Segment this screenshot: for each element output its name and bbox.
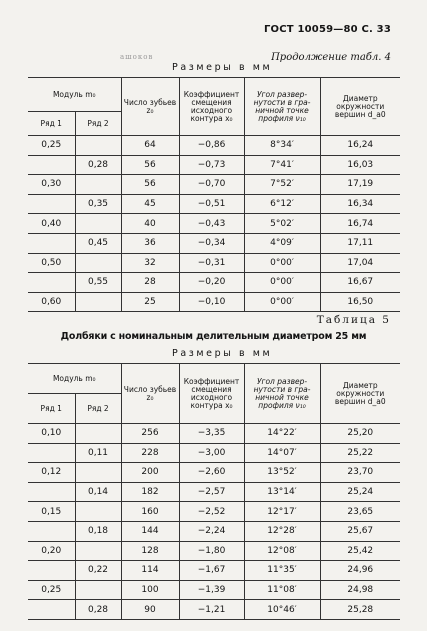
table-row <box>28 253 400 273</box>
cell-z: 36 <box>121 233 179 253</box>
cell-d: 16,50 <box>320 292 400 312</box>
cell-x: −0,70 <box>179 175 244 195</box>
cell-r2: 0,18 <box>75 521 121 541</box>
cell-x: −2,52 <box>179 502 244 522</box>
cell-a: 13°14′ <box>244 482 320 502</box>
table-row <box>28 482 400 502</box>
header-row2: Ряд 2 <box>75 112 121 136</box>
cell-r1 <box>28 194 75 214</box>
cell-x: −0,86 <box>179 136 244 156</box>
standard-header: ГОСТ 10059—80 С. 33 <box>263 24 391 35</box>
table-row <box>28 194 400 214</box>
cell-r2 <box>75 136 121 156</box>
cell-r2 <box>75 580 121 600</box>
cell-r1 <box>28 600 75 620</box>
cell-r1 <box>28 233 75 253</box>
cell-a: 14°22′ <box>244 424 320 444</box>
cell-a: 4°09′ <box>244 233 320 253</box>
cell-a: 0°00′ <box>244 253 320 273</box>
cell-z: 200 <box>121 463 179 483</box>
header-coef: Коэффициент смещения исходного контура x₀ <box>179 78 244 136</box>
cell-a: 12°28′ <box>244 521 320 541</box>
cell-r2 <box>75 175 121 195</box>
cell-r1: 0,40 <box>28 214 75 234</box>
cell-d: 24,96 <box>320 561 400 581</box>
cell-x: −3,35 <box>179 424 244 444</box>
cell-r2: 0,55 <box>75 273 121 293</box>
cell-a: 8°34′ <box>244 136 320 156</box>
cell-r2 <box>75 502 121 522</box>
cell-z: 28 <box>121 273 179 293</box>
cell-z: 56 <box>121 175 179 195</box>
cell-r1: 0,50 <box>28 253 75 273</box>
cell-z: 100 <box>121 580 179 600</box>
cell-d: 16,67 <box>320 273 400 293</box>
cell-x: −0,20 <box>179 273 244 293</box>
cell-x: −0,10 <box>179 292 244 312</box>
units-label-2: Размеры в мм <box>172 348 273 359</box>
cell-d: 25,67 <box>320 521 400 541</box>
cell-d: 24,98 <box>320 580 400 600</box>
cell-r2: 0,14 <box>75 482 121 502</box>
cell-d: 16,34 <box>320 194 400 214</box>
table-row <box>28 600 400 620</box>
header-row1: Ряд 1 <box>28 394 75 424</box>
cell-d: 25,20 <box>320 424 400 444</box>
cell-r1: 0,25 <box>28 580 75 600</box>
cell-r2 <box>75 424 121 444</box>
cell-z: 25 <box>121 292 179 312</box>
cell-d: 16,74 <box>320 214 400 234</box>
cell-r1: 0,60 <box>28 292 75 312</box>
cell-d: 17,19 <box>320 175 400 195</box>
table-row <box>28 502 400 522</box>
cell-x: −2,57 <box>179 482 244 502</box>
cell-a: 7°52′ <box>244 175 320 195</box>
cell-r1 <box>28 443 75 463</box>
cell-r1 <box>28 521 75 541</box>
cell-z: 32 <box>121 253 179 273</box>
table-row <box>28 175 400 195</box>
cell-x: −1,80 <box>179 541 244 561</box>
cell-x: −0,73 <box>179 155 244 175</box>
cell-r2 <box>75 253 121 273</box>
cell-d: 23,70 <box>320 463 400 483</box>
cell-d: 16,03 <box>320 155 400 175</box>
header-teeth: Число зубьев z₀ <box>121 364 179 424</box>
cell-a: 7°41′ <box>244 155 320 175</box>
cell-a: 10°46′ <box>244 600 320 620</box>
table-row <box>28 424 400 444</box>
cell-a: 6°12′ <box>244 194 320 214</box>
cell-z: 56 <box>121 155 179 175</box>
cell-d: 25,22 <box>320 443 400 463</box>
header-diam: Диаметр окружности вершин d_a0 <box>320 78 400 136</box>
table-4-continued <box>28 77 400 312</box>
cell-r1 <box>28 561 75 581</box>
table-row <box>28 136 400 156</box>
continuation-label: Продолжение табл. 4 <box>271 52 391 63</box>
cell-x: −0,34 <box>179 233 244 253</box>
cell-d: 17,11 <box>320 233 400 253</box>
cell-z: 160 <box>121 502 179 522</box>
table-row <box>28 443 400 463</box>
header-diam: Диаметр окружности вершин d_a0 <box>320 364 400 424</box>
header-module: Модуль m₀ <box>28 364 121 394</box>
units-label-1: Размеры в мм <box>172 62 273 73</box>
cell-r1 <box>28 155 75 175</box>
cell-r1: 0,30 <box>28 175 75 195</box>
table-row <box>28 521 400 541</box>
cell-x: −1,39 <box>179 580 244 600</box>
cell-d: 16,24 <box>320 136 400 156</box>
cell-z: 128 <box>121 541 179 561</box>
cell-a: 12°17′ <box>244 502 320 522</box>
cell-x: −2,60 <box>179 463 244 483</box>
cell-r2: 0,45 <box>75 233 121 253</box>
cell-a: 5°02′ <box>244 214 320 234</box>
table-row <box>28 214 400 234</box>
cell-z: 256 <box>121 424 179 444</box>
cell-a: 0°00′ <box>244 292 320 312</box>
table-row <box>28 463 400 483</box>
cell-d: 23,65 <box>320 502 400 522</box>
cell-r2 <box>75 541 121 561</box>
cell-r1 <box>28 273 75 293</box>
cell-z: 114 <box>121 561 179 581</box>
cell-r1: 0,15 <box>28 502 75 522</box>
header-angle: Угол развер-нутости в гра-ничной точке профиля ν₁₀ <box>244 364 320 424</box>
cell-d: 25,42 <box>320 541 400 561</box>
cell-z: 64 <box>121 136 179 156</box>
cell-x: −0,43 <box>179 214 244 234</box>
cell-r2: 0,28 <box>75 600 121 620</box>
table-row <box>28 541 400 561</box>
header-row2: Ряд 2 <box>75 394 121 424</box>
table-row <box>28 155 400 175</box>
table-row <box>28 273 400 293</box>
table-row <box>28 233 400 253</box>
cell-x: −1,21 <box>179 600 244 620</box>
cell-d: 25,28 <box>320 600 400 620</box>
cell-a: 11°35′ <box>244 561 320 581</box>
cell-z: 90 <box>121 600 179 620</box>
header-teeth: Число зубьев z₀ <box>121 78 179 136</box>
cell-r1: 0,10 <box>28 424 75 444</box>
cell-r2: 0,35 <box>75 194 121 214</box>
header-module: Модуль m₀ <box>28 78 121 112</box>
cell-a: 0°00′ <box>244 273 320 293</box>
cell-x: −3,00 <box>179 443 244 463</box>
cell-x: −0,31 <box>179 253 244 273</box>
header-angle: Угол развер-нутости в гра-ничной точке профиля ν₁₀ <box>244 78 320 136</box>
table-5-label: Таблица 5 <box>316 314 391 326</box>
cell-z: 40 <box>121 214 179 234</box>
cell-z: 144 <box>121 521 179 541</box>
table-row <box>28 561 400 581</box>
cell-x: −0,51 <box>179 194 244 214</box>
header-coef: Коэффициент смещения исходного контура x₀ <box>179 364 244 424</box>
cell-r2 <box>75 463 121 483</box>
stamp-smudge: ашоков <box>120 53 154 61</box>
table-row <box>28 292 400 312</box>
cell-z: 182 <box>121 482 179 502</box>
cell-z: 228 <box>121 443 179 463</box>
table-5 <box>28 363 400 620</box>
cell-a: 14°07′ <box>244 443 320 463</box>
cell-r1: 0,20 <box>28 541 75 561</box>
cell-x: −1,67 <box>179 561 244 581</box>
cell-a: 13°52′ <box>244 463 320 483</box>
cell-a: 12°08′ <box>244 541 320 561</box>
cell-d: 17,04 <box>320 253 400 273</box>
table-row <box>28 580 400 600</box>
cell-r2: 0,28 <box>75 155 121 175</box>
cell-r2: 0,22 <box>75 561 121 581</box>
cell-r1 <box>28 482 75 502</box>
cell-a: 11°08′ <box>244 580 320 600</box>
cell-d: 25,24 <box>320 482 400 502</box>
cell-r2 <box>75 292 121 312</box>
cell-r1: 0,25 <box>28 136 75 156</box>
cell-r2 <box>75 214 121 234</box>
cell-z: 45 <box>121 194 179 214</box>
header-row1: Ряд 1 <box>28 112 75 136</box>
cell-r2: 0,11 <box>75 443 121 463</box>
table-5-title: Долбяки с номинальным делительным диаметром 25 мм <box>60 331 367 342</box>
cell-x: −2,24 <box>179 521 244 541</box>
cell-r1: 0,12 <box>28 463 75 483</box>
